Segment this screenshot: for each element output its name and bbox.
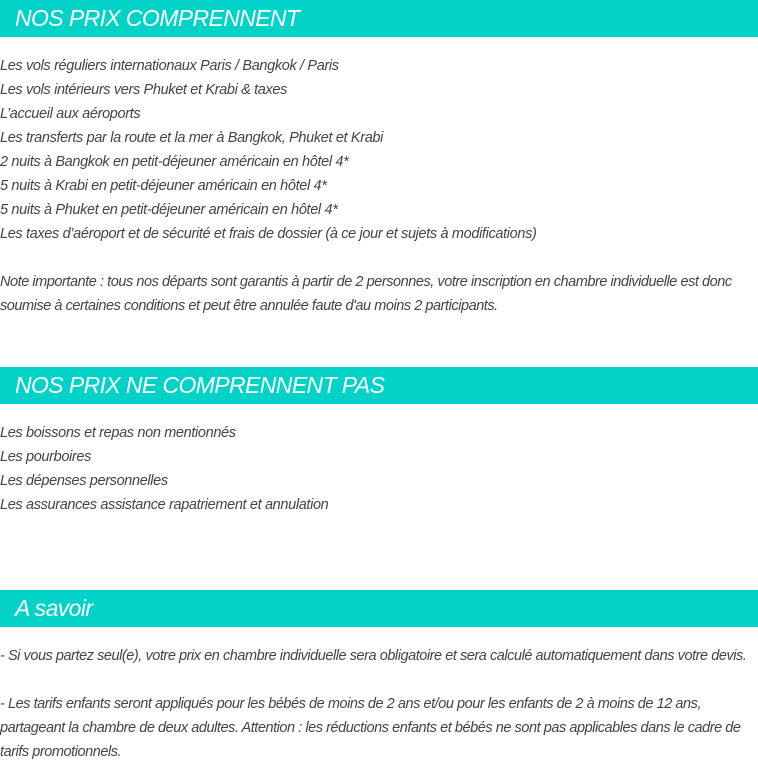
important-note: Note importante : tous nos départs sont garantis à partir de 2 personnes, votre inscription en chambre individuelle est donc soumise à certaines conditions et peut être annulée faute d'au moins 2 participants. (0, 274, 732, 314)
good-to-know-section-title: A savoir (15, 595, 93, 621)
good-to-know-section-header (0, 590, 758, 627)
list-item: Les boissons et repas non mentionnés (0, 425, 236, 441)
included-list (0, 54, 536, 246)
list-item: Les taxes d’aéroport et de sécurité et frais de dossier (à ce jour et sujets à modifications) (0, 226, 537, 242)
excluded-section-header (0, 367, 758, 404)
children-rates-note: - Les tarifs enfants seront appliqués pour les bébés de moins de 2 ans et/ou pour les enfants de 2 à moins de 12 ans, partageant la chambre de deux adultes. Attention : les réductions enfants et bébés ne sont pas applicables dans le cadre de tarifs promotionnels. (0, 696, 741, 760)
list-item: Les assurances assistance rapatriement et annulation (0, 497, 329, 513)
excluded-section-title: NOS PRIX NE COMPRENNENT PAS (15, 372, 385, 398)
included-section-title: NOS PRIX COMPRENNENT (15, 5, 300, 31)
list-item: Les pourboires (0, 449, 92, 465)
list-item: 5 nuits à Phuket en petit-déjeuner américain en hôtel 4* (0, 202, 338, 218)
excluded-list (0, 421, 328, 517)
list-item: 5 nuits à Krabi en petit-déjeuner américain en hôtel 4* (0, 178, 327, 194)
list-item: Les dépenses personnelles (0, 473, 168, 489)
list-item: Les vols réguliers internationaux Paris / Bangkok / Paris (0, 58, 339, 74)
list-item: 2 nuits à Bangkok en petit-déjeuner américain en hôtel 4* (0, 154, 349, 170)
list-item: Les transferts par la route et la mer à Bangkok, Phuket et Krabi (0, 130, 384, 146)
list-item: L’accueil aux aéroports (0, 106, 141, 122)
solo-traveler-note: - Si vous partez seul(e), votre prix en chambre individuelle sera obligatoire et sera calculé automatiquement dans votre devis. (0, 648, 747, 664)
included-section-header (0, 0, 758, 37)
list-item: Les vols intérieurs vers Phuket et Krabi & taxes (0, 82, 288, 98)
